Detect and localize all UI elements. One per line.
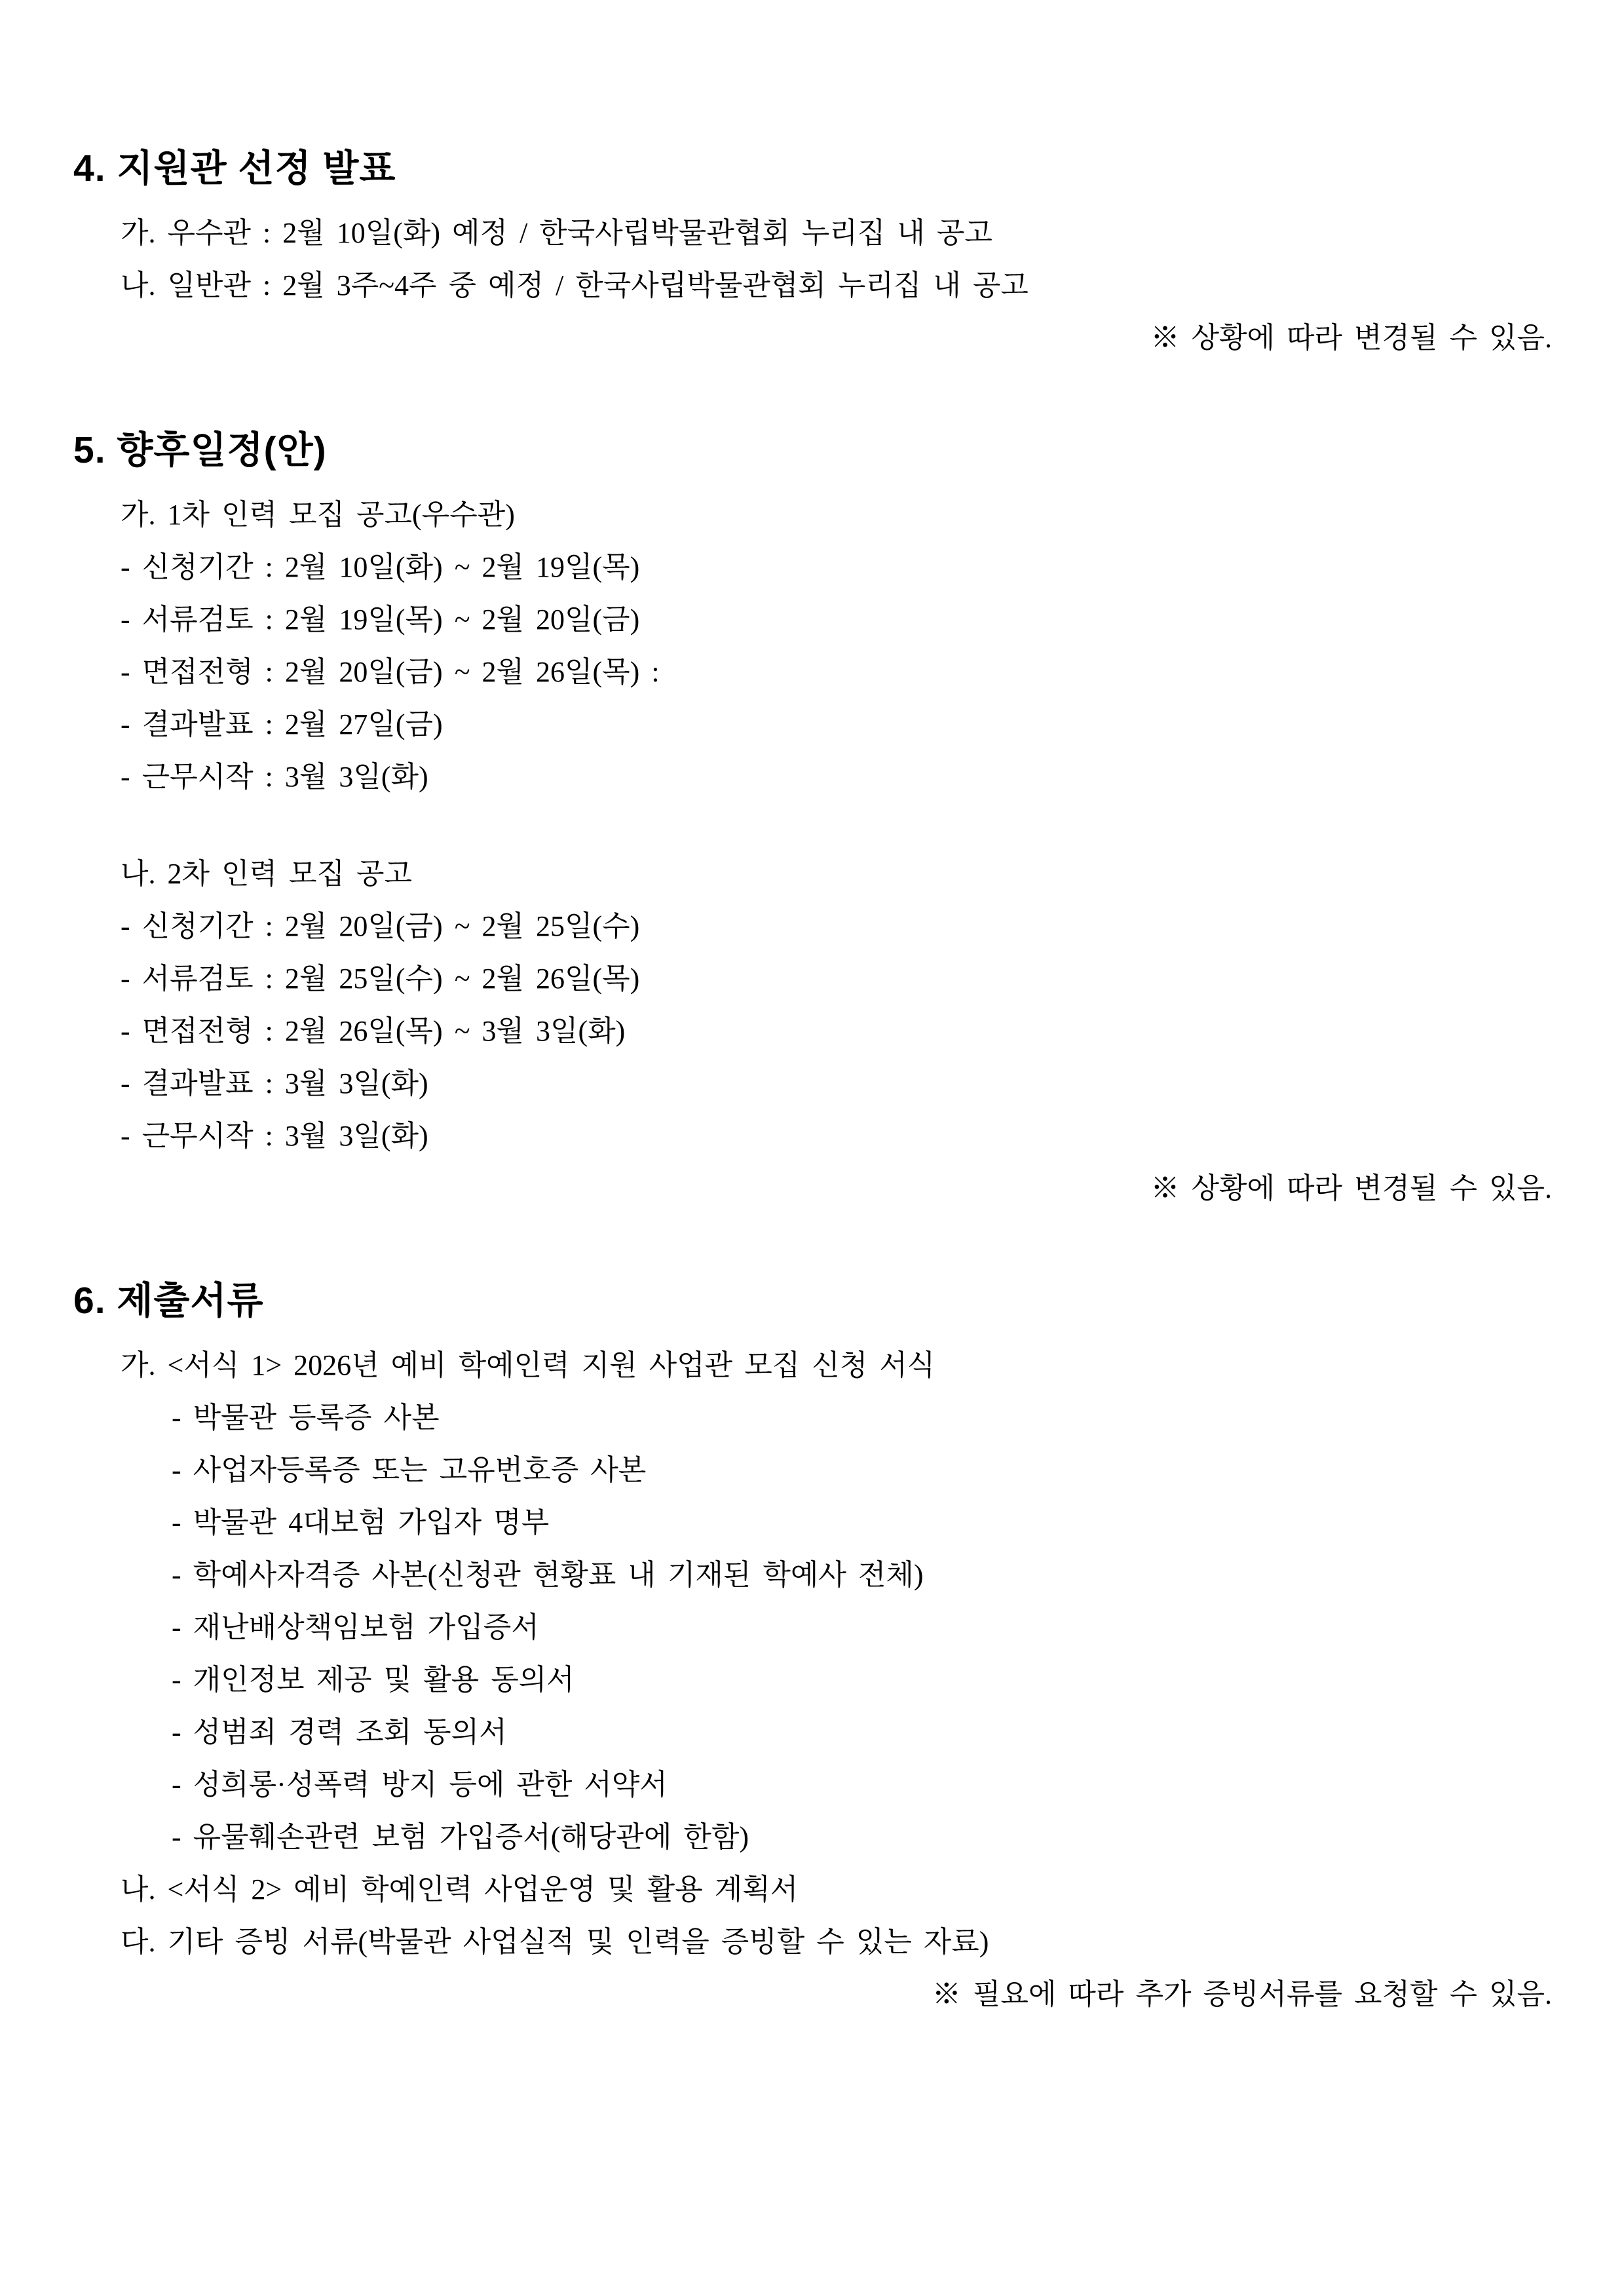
section-5-block-1: [73, 489, 1552, 803]
section-4-heading: 4. 지원관 선정 발표: [73, 147, 396, 189]
block-2-title: 나. 2차 인력 모집 공고: [121, 858, 413, 890]
block-2-item-apply: - 신청기간 : 2월 20일(금) ~ 2월 25일(수): [121, 910, 640, 942]
subitem-criminal-record-consent: - 성범죄 경력 조회 동의서: [172, 1716, 507, 1748]
block-2-item-review: - 서류검토 : 2월 25일(수) ~ 2월 26일(목): [121, 963, 640, 995]
subitem-business-registration: - 사업자등록증 또는 고유번호증 사본: [172, 1454, 647, 1486]
section-5-note: ※ 상황에 따라 변경될 수 있음.: [1150, 1172, 1552, 1204]
block-1-item-apply: - 신청기간 : 2월 10일(화) ~ 2월 19일(목): [121, 551, 640, 583]
block-2-item-result: - 결과발표 : 3월 3일(화): [121, 1067, 428, 1100]
block-1-item-result: - 결과발표 : 2월 27일(금): [121, 708, 443, 740]
subitem-artifact-insurance: - 유물훼손관련 보험 가입증서(해당관에 한함): [172, 1821, 749, 1853]
section-5-block-2: [73, 848, 1552, 1162]
section-6-note: ※ 필요에 따라 추가 증빙서류를 요청할 수 있음.: [932, 1978, 1552, 2010]
subitem-insurance-roster: - 박물관 4대보험 가입자 명부: [172, 1506, 550, 1539]
subitem-museum-registration: - 박물관 등록증 사본: [172, 1402, 440, 1434]
block-1-item-interview: - 면접전형 : 2월 20일(금) ~ 2월 26일(목) :: [121, 656, 660, 688]
subitem-privacy-consent: - 개인정보 제공 및 활용 동의서: [172, 1664, 575, 1696]
section-6-item-form1: 가. <서식 1> 2026년 예비 학예인력 지원 사업관 모집 신청 서식: [121, 1349, 935, 1381]
block-2-item-start: - 근무시작 : 3월 3일(화): [121, 1120, 428, 1152]
block-2-item-interview: - 면접전형 : 2월 26일(목) ~ 3월 3일(화): [121, 1015, 626, 1047]
block-1-item-review: - 서류검토 : 2월 19일(목) ~ 2월 20일(금): [121, 603, 640, 636]
section-6-heading: 6. 제출서류: [73, 1280, 264, 1322]
section-4-item-general: 나. 일반관 : 2월 3주~4주 중 예정 / 한국사립박물관협회 누리집 내 공고: [121, 269, 1029, 301]
section-6-item-form2: 나. <서식 2> 예비 학예인력 사업운영 및 활용 계획서: [121, 1873, 799, 1905]
section-5: [73, 430, 1552, 1215]
subitem-harassment-pledge: - 성희롱·성폭력 방지 등에 관한 서약서: [172, 1769, 668, 1801]
section-4-note: ※ 상황에 따라 변경될 수 있음.: [1150, 322, 1552, 354]
section-5-heading: 5. 향후일정(안): [73, 429, 327, 471]
section-4-item-excellent: 가. 우수관 : 2월 10일(화) 예정 / 한국사립박물관협회 누리집 내 공고: [121, 217, 992, 249]
block-1-item-start: - 근무시작 : 3월 3일(화): [121, 761, 428, 793]
block-1-title: 가. 1차 인력 모집 공고(우수관): [121, 499, 515, 531]
subitem-curator-certificate: - 학예사자격증 사본(신청관 현황표 내 기재된 학예사 전체): [172, 1559, 924, 1591]
subitem-disaster-liability: - 재난배상책임보험 가입증서: [172, 1611, 539, 1643]
section-4: [73, 148, 1552, 364]
section-6-item-etc: 다. 기타 증빙 서류(박물관 사업실적 및 인력을 증빙할 수 있는 자료): [121, 1926, 989, 1958]
section-6: [73, 1280, 1552, 2021]
